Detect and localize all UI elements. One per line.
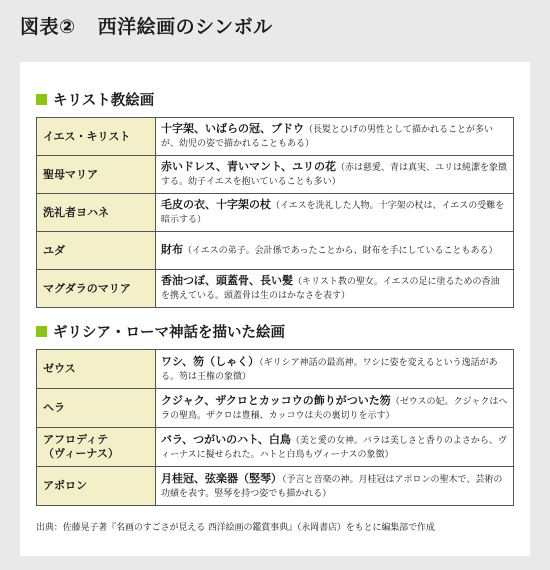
symbol-keywords: 赤いドレス、青いマント、ユリの花 [161, 160, 337, 173]
figure-name: イエス・キリスト [37, 118, 156, 156]
symbol-explanation: （ゼウスの妃。クジャクはヘラの聖鳥。ザクロは豊穣、カッコウは夫の裏切りを示す） [161, 396, 508, 421]
figure-name: ゼウス [37, 350, 156, 389]
figure-title: 西洋絵画のシンボル [97, 16, 273, 38]
table-row [37, 194, 514, 232]
figure-name-main: アフロディテ [43, 433, 109, 446]
symbol-description [156, 156, 514, 194]
symbol-description [156, 270, 514, 308]
figure-name [37, 428, 156, 467]
symbol-keywords: クジャク、ザクロとカッコウの飾りがついた笏 [161, 393, 391, 407]
square-bullet-icon [36, 326, 47, 337]
table-row [37, 232, 514, 270]
symbol-explanation: （赤は慈愛、青は真実、ユリは純潔を象徴する。幼子イエスを抱いていることも多い） [161, 163, 508, 187]
symbol-explanation: （キリスト教の聖女。イエスの足に塗るための香油を携えている。頭蓋骨は生のはかなさを表す） [161, 277, 500, 301]
symbol-description [156, 389, 514, 428]
square-bullet-icon [36, 94, 47, 105]
symbol-explanation: （美と愛の女神。バラは美しさと香りのよさから、ヴィーナスに擬せられた。ハトと白鳥もヴィーナスの象徴） [161, 435, 507, 460]
figure-name: アポロン [37, 467, 156, 506]
table-row [37, 118, 514, 156]
symbol-keywords: 財布 [161, 243, 183, 256]
figure-name: ヘラ [37, 389, 156, 428]
table-row [37, 350, 514, 389]
symbol-keywords: 月桂冠、弦楽器（竪琴） [161, 471, 282, 485]
table-row [37, 467, 514, 506]
figure-name: ユダ [37, 232, 156, 270]
table-row [37, 156, 514, 194]
symbol-description [156, 467, 514, 506]
symbol-description [156, 194, 514, 232]
section-heading-text: ギリシア・ローマ神話を描いた絵画 [53, 324, 285, 341]
symbol-explanation: （イエスを洗礼した人物。十字架の杖は、イエスの受難を暗示する） [161, 201, 505, 225]
symbol-table [36, 349, 514, 506]
symbol-description [156, 232, 514, 270]
figure-name: 聖母マリア [37, 156, 156, 194]
content-card [20, 62, 530, 556]
figure-number: 図表② [20, 16, 76, 38]
table-row [37, 428, 514, 467]
symbol-keywords: 十字架、いばらの冠、ブドウ [161, 122, 304, 135]
figure-name-alias: （ヴィーナス） [43, 447, 119, 460]
table-row [37, 270, 514, 308]
symbol-explanation: （ギリシア神話の最高神。ワシに姿を変えるという逸話がある。笏は王権の象徴） [161, 357, 498, 382]
symbol-keywords: 香油つぼ、頭蓋骨、長い髪 [161, 274, 293, 287]
symbol-explanation: （イエスの弟子。会計係であったことから、財布を手にしていることもある） [183, 246, 498, 256]
section-greek-roman [36, 320, 514, 506]
symbol-description [156, 428, 514, 467]
source-note: 出典：佐藤晃子著『名画のすごさが見える 西洋絵画の鑑賞事典』（永岡書店）をもとに編集部で作成 [36, 523, 435, 533]
table-row [37, 389, 514, 428]
symbol-keywords: ワシ、笏（しゃく） [161, 354, 260, 368]
section-heading [36, 320, 514, 342]
section-heading [36, 88, 514, 110]
figure-name: マグダラのマリア [37, 270, 156, 308]
symbol-keywords: 毛皮の衣、十字架の杖 [161, 198, 271, 211]
figure-name: 洗礼者ヨハネ [37, 194, 156, 232]
section-heading-text: キリスト教絵画 [53, 92, 155, 109]
symbol-description [156, 118, 514, 156]
section-christian [36, 88, 514, 308]
symbol-explanation: （長髪とひげの男性として描かれることが多いが、幼児の姿で描かれることもある） [161, 125, 494, 149]
symbol-explanation: （予言と音楽の神。月桂冠はアポロンの聖木で、芸術の功績を表す。竪琴を持つ姿でも描かれる） [161, 474, 503, 499]
symbol-description [156, 350, 514, 389]
symbol-keywords: バラ、つがいのハト、白鳥 [161, 432, 291, 446]
symbol-table [36, 117, 514, 308]
page-title [20, 12, 273, 39]
